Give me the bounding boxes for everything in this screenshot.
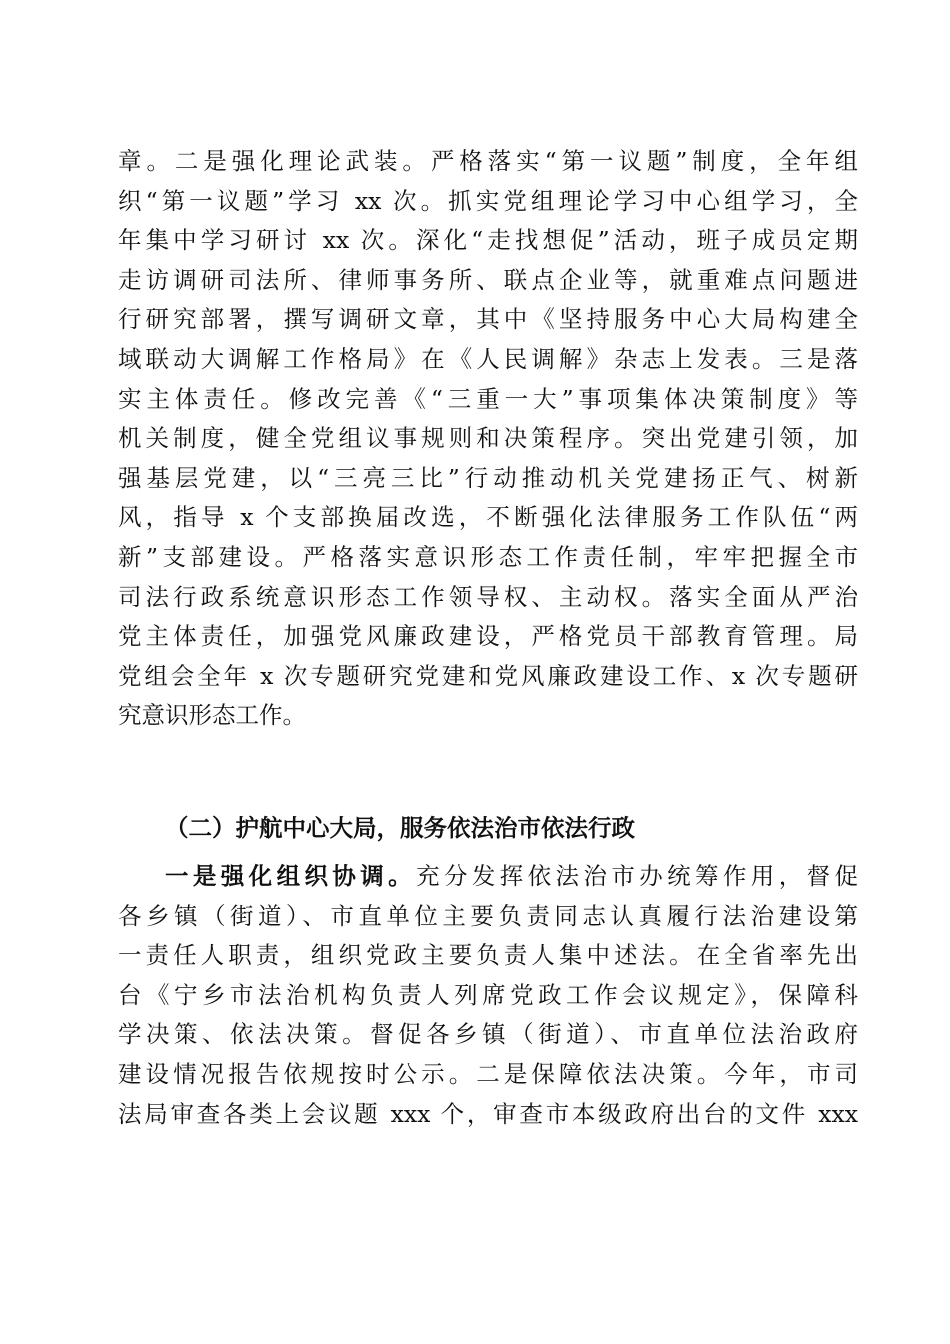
paragraph-line: 实主体责任。修改完善《“三重一大”事项集体决策制度》等 [118,384,858,413]
paragraph-line: 一责任人职责，组织党政主要负责人集中述法。在全省率先出 [118,941,858,970]
paragraph-theory-armament [118,142,858,736]
paragraph-line: 行研究部署，撰写调研文章，其中《坚持服务中心大局构建全 [118,305,858,334]
paragraph-line: 究意识形态工作。 [118,701,306,730]
paragraph-first-line-rest: 充分发挥依法治市办统筹作用，督促 [416,862,858,890]
paragraph-line: 司法行政系统意识形态工作领导权、主动权。落实全面从严治 [118,582,858,611]
paragraph-line: 各乡镇（街道）、市直单位主要负责同志认真履行法治建设第 [118,901,858,930]
paragraph-line: 章。二是强化理论武装。严格落实“第一议题”制度，全年组 [118,147,858,175]
paragraph-line: 党组会全年 x 次专题研究党建和党风廉政建设工作、x 次专题研 [118,661,858,690]
paragraph-line: 新”支部建设。严格落实意识形态工作责任制，牢牢把握全市 [118,542,858,571]
paragraph-line: 年集中学习研讨 xx 次。深化“走找想促”活动，班子成员定期 [118,226,858,255]
paragraph-line: 台《宁乡市法治机构负责人列席党政工作会议规定》，保障科 [118,980,858,1009]
paragraph-line: 党主体责任，加强党风廉政建设，严格党员干部教育管理。局 [118,622,858,651]
paragraph-line: 风，指导 x 个支部换届改选，不断强化法律服务工作队伍“两 [118,503,858,532]
paragraph-line: 机关制度，健全党组议事规则和决策程序。突出党建引领，加 [118,424,858,453]
paragraph-lead-phrase: 一是强化组织协调。 [165,862,417,890]
paragraph-first-line [118,857,858,897]
paragraph-line: 域联动大调解工作格局》在《人民调解》杂志上发表。三是落 [118,344,858,373]
paragraph-line: 走访调研司法所、律师事务所、联点企业等，就重难点问题进 [118,265,858,294]
paragraph-line: 法局审查各类上会议题 xxx 个，审查市本级政府出台的文件 xxx [118,1099,858,1128]
paragraph-line: 织“第一议题”学习 xx 次。抓实党组理论学习中心组学习，全 [118,186,858,215]
section-heading: （二）护航中心大局，服务依法治市依法行政 [165,814,635,842]
paragraph-line: 强基层党建，以“三亮三比”行动推动机关党建扬正气、树新 [118,463,858,492]
section-heading-block [118,809,858,849]
paragraph-line: 建设情况报告依规按时公示。二是保障依法决策。今年，市司 [118,1059,858,1088]
paragraph-organization-coordination [118,857,858,1134]
paragraph-line: 学决策、依法决策。督促各乡镇（街道）、市直单位法治政府 [118,1020,858,1049]
